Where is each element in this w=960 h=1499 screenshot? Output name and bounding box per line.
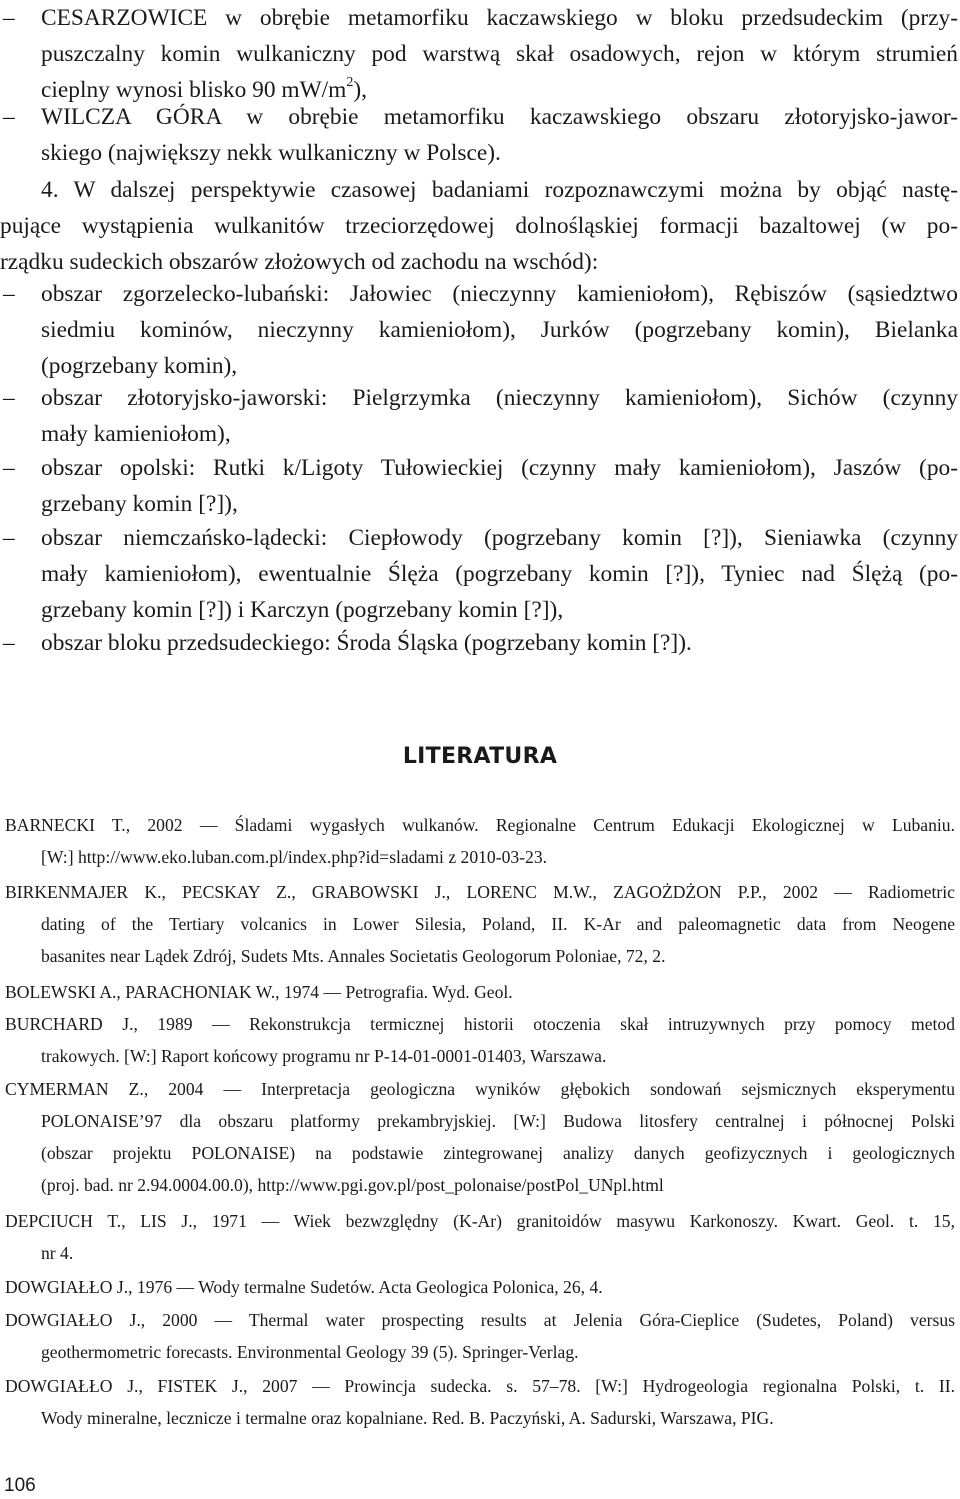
- list-item: [0, 380, 958, 452]
- reference-entry: [5, 1304, 955, 1368]
- paragraph: [0, 172, 958, 280]
- list-dash: –: [3, 455, 15, 481]
- list-line: siedmiu kominów, nieczynny kamieniołom), Jurków (pogrzebany komin), Bielanka: [41, 317, 958, 343]
- list-line: (pogrzebany komin),: [41, 353, 238, 379]
- reference-line: CYMERMAN Z., 2004 — Interpretacja geologiczna wyników głębokich sondowań sejsmicznych eksperymentu: [5, 1079, 955, 1099]
- list-line: mały kamieniołom),: [41, 421, 231, 447]
- page-number: 106: [4, 1475, 36, 1496]
- list-line: grzebany komin [?]) i Karczyn (pogrzebany komin [?]),: [41, 597, 564, 623]
- reference-line: geothermometric forecasts. Environmental Geology 39 (5). Springer-Verlag.: [41, 1342, 579, 1362]
- reference-line: [W:] http://www.eko.luban.com.pl/index.php?id=sladami z 2010-03-23.: [41, 847, 548, 867]
- list-item: [0, 450, 958, 522]
- reference-line: DEPCIUCH T., LIS J., 1971 — Wiek bezwzględny (K-Ar) granitoidów masywu Karkonoszy. Kwart. Geol. t. 15,: [5, 1211, 955, 1231]
- reference-line: BARNECKI T., 2002 — Śladami wygasłych wulkanów. Regionalne Centrum Edukacji Ekologicznej w Lubaniu.: [5, 815, 955, 835]
- reference-entry: [5, 1008, 955, 1072]
- reference-line: (proj. bad. nr 2.94.0004.00.0), http://www.pgi.gov.pl/post_polonaise/postPol_UNpl.html: [41, 1175, 664, 1195]
- list-item: [0, 520, 958, 628]
- reference-line: DOWGIAŁŁO J., 1976 — Wody termalne Sudetów. Acta Geologica Polonica, 26, 4.: [5, 1277, 603, 1297]
- reference-entry: [5, 976, 955, 1008]
- list-dash: –: [3, 281, 15, 307]
- list-dash: –: [3, 630, 15, 656]
- list-line-tail: ),: [353, 77, 367, 103]
- paragraph-line: rządku sudeckich obszarów złożowych od zachodu na wschód):: [0, 249, 599, 275]
- reference-line: basanites near Lądek Zdrój, Sudets Mts. Annales Societatis Geologorum Poloniae, 72, 2.: [41, 946, 666, 966]
- list-item: [0, 276, 958, 384]
- list-line-text: cieplny wynosi blisko 90 mW/m: [41, 77, 347, 103]
- reference-line: BIRKENMAJER K., PECSKAY Z., GRABOWSKI J., LORENC M.W., ZAGOŻDŻON P.P., 2002 — Radiometric: [5, 882, 955, 902]
- paragraph-line: 4. W dalszej perspektywie czasowej badaniami rozpoznawczymi można by objąć nastę-: [41, 177, 958, 203]
- reference-entry: [5, 1205, 955, 1269]
- list-dash: –: [3, 5, 15, 31]
- list-line: obszar złotoryjsko-jaworski: Pielgrzymka (nieczynny kamieniołom), Sichów (czynny: [41, 385, 958, 411]
- reference-line: DOWGIAŁŁO J., FISTEK J., 2007 — Prowincja sudecka. s. 57–78. [W:] Hydrogeologia regionalna Polski, t. II.: [5, 1376, 955, 1396]
- reference-line: BOLEWSKI A., PARACHONIAK W., 1974 — Petrografia. Wyd. Geol.: [5, 982, 513, 1002]
- list-dash: –: [3, 385, 15, 411]
- list-line: grzebany komin [?]),: [41, 491, 238, 517]
- reference-line: (obszar projektu POLONAISE) na podstawie zintegrowanej analizy danych geofizycznych i geologicznych: [41, 1143, 955, 1163]
- list-line: obszar opolski: Rutki k/Ligoty Tułowieckiej (czynny mały kamieniołom), Jaszów (po-: [41, 455, 958, 481]
- reference-entry: [5, 1073, 955, 1201]
- list-item: [0, 0, 958, 108]
- reference-entry: [5, 1370, 955, 1434]
- list-item: [0, 99, 958, 171]
- reference-entry: [5, 876, 955, 972]
- section-heading: LITERATURA: [402, 744, 558, 769]
- list-dash: –: [3, 525, 15, 551]
- reference-line: DOWGIAŁŁO J., 2000 — Thermal water prospecting results at Jelenia Góra-Cieplice (Sudetes, Poland) versus: [5, 1310, 955, 1330]
- superscript: 2: [346, 75, 354, 91]
- reference-line: POLONAISE’97 dla obszaru platformy prekambryjskiej. [W:] Budowa litosfery centralnej i północnej Polski: [41, 1111, 955, 1131]
- reference-line: BURCHARD J., 1989 — Rekonstrukcja termicznej historii otoczenia skał intruzywnych przy pomocy metod: [5, 1014, 955, 1034]
- list-line: mały kamieniołom), ewentualnie Ślęża (pogrzebany komin [?]), Tyniec nad Ślężą (po-: [41, 561, 958, 587]
- list-line: obszar zgorzelecko-lubański: Jałowiec (nieczynny kamieniołom), Rębiszów (sąsiedztwo: [41, 281, 958, 307]
- paragraph-line: pujące wystąpienia wulkanitów trzeciorzędowej dolnośląskiej formacji bazaltowej (w po-: [0, 213, 958, 239]
- list-item: [0, 625, 958, 661]
- reference-line: dating of the Tertiary volcanics in Lower Silesia, Poland, II. K-Ar and paleomagnetic data from Neogene: [41, 914, 955, 934]
- list-dash: –: [3, 104, 15, 130]
- list-line: WILCZA GÓRA w obrębie metamorfiku kaczawskiego obszaru złotoryjsko-jawor-: [41, 104, 958, 130]
- reference-line: trakowych. [W:] Raport końcowy programu nr P-14-01-0001-01403, Warszawa.: [41, 1046, 607, 1066]
- reference-line: Wody mineralne, lecznicze i termalne oraz kopalniane. Red. B. Paczyński, A. Sadurski, Warszawa, PIG.: [41, 1408, 774, 1428]
- reference-line: nr 4.: [41, 1243, 74, 1263]
- list-line: skiego (największy nekk wulkaniczny w Polsce).: [41, 140, 501, 166]
- list-line: CESARZOWICE w obrębie metamorfiku kaczawskiego w bloku przedsudeckim (przy-: [41, 5, 958, 31]
- list-line: puszczalny komin wulkaniczny pod warstwą skał osadowych, rejon w którym strumień: [41, 41, 958, 67]
- reference-entry: [5, 809, 955, 873]
- list-line: obszar bloku przedsudeckiego: Środa Śląska (pogrzebany komin [?]).: [41, 630, 692, 656]
- list-line: obszar niemczańsko-lądecki: Ciepłowody (pogrzebany komin [?]), Sieniawka (czynny: [41, 525, 958, 551]
- reference-entry: [5, 1271, 955, 1303]
